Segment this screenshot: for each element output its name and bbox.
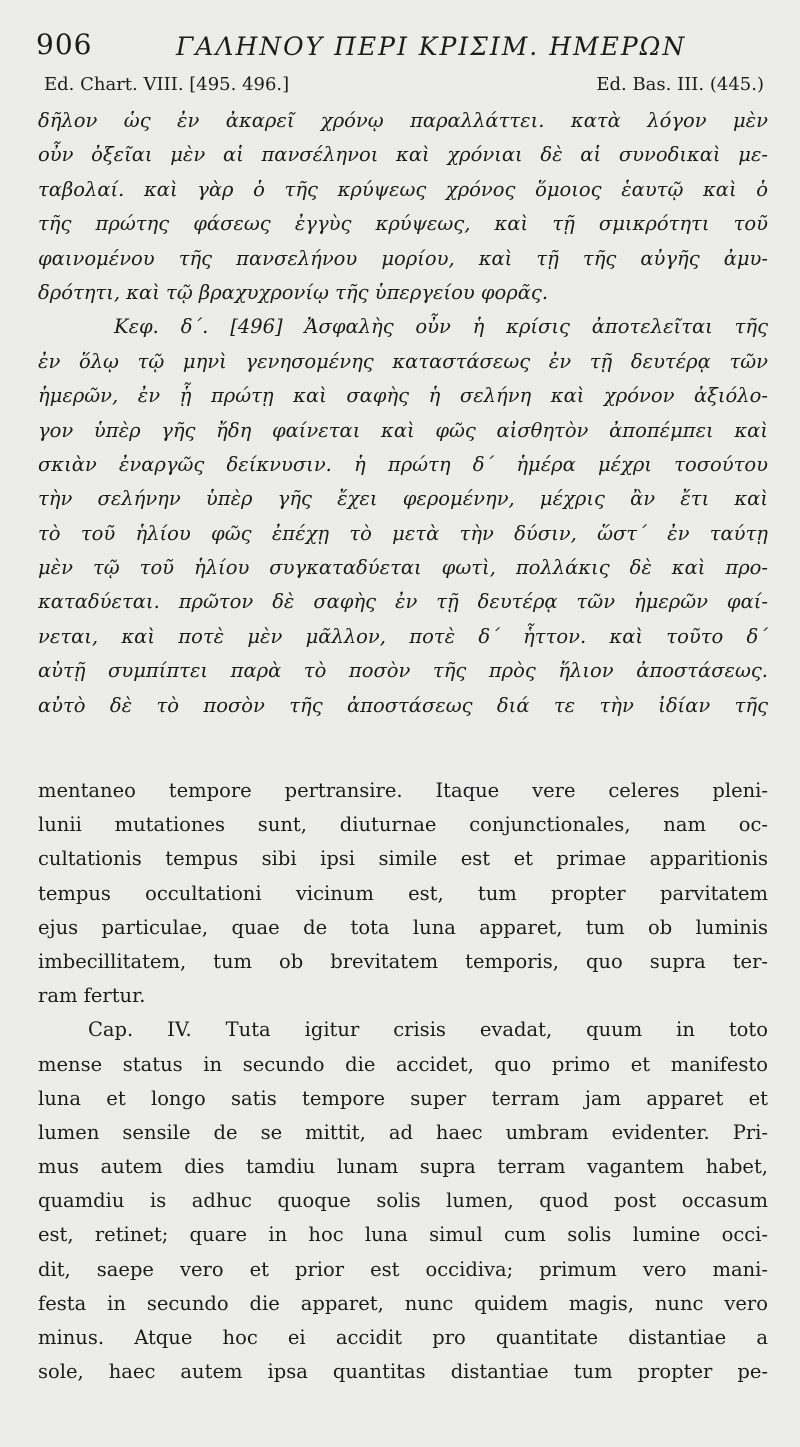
edition-reference-basel: Ed. Bas. III. (445.): [596, 74, 764, 95]
running-title: ΓΑΛΗΝΟΥ ΠΕΡΙ ΚΡΙΣΙΜ. ΗΜΕΡΩΝ: [176, 32, 687, 61]
latin-line: cultationis tempus sibi ipsi simile est et primae apparitionis: [38, 847, 768, 871]
latin-line: ram fertur.: [38, 984, 146, 1008]
latin-chapter-heading-line: Cap. IV. Tuta igitur crisis evadat, quum in toto: [88, 1018, 768, 1042]
latin-line: lumen sensile de se mittit, ad haec umbram evidenter. Pri-: [38, 1120, 768, 1144]
page-header: [36, 24, 760, 64]
greek-line: ἐν ὅλῳ τῷ μηνὶ γενησομένης καταστάσεως ἐν τῇ δευτέρᾳ τῶν: [38, 349, 768, 373]
latin-line: mus autem dies tamdiu lunam supra terram vagantem habet,: [38, 1155, 768, 1179]
greek-line: φαινομένου τῆς πανσελήνου μορίου, καὶ τῇ τῆς αὐγῆς ἀμυ-: [38, 246, 768, 270]
greek-line: οὖν ὀξεῖαι μὲν αἱ πανσέληνοι καὶ χρόνιαι δὲ αἱ συνοδικαὶ με-: [38, 143, 768, 167]
latin-translation-block: [38, 774, 768, 1389]
greek-line: τῆς πρώτης φάσεως ἐγγὺς κρύψεως, καὶ τῇ σμικρότητι τοῦ: [38, 212, 768, 236]
greek-line: τὸ τοῦ ἡλίου φῶς ἐπέχῃ τὸ μετὰ τὴν δύσιν, ὥστ΄ ἐν ταύτῃ: [38, 521, 768, 545]
greek-line: μὲν τῷ τοῦ ἡλίου συγκαταδύεται φωτὶ, πολλάκις δὲ καὶ προ-: [38, 556, 768, 580]
latin-line: mense status in secundo die accidet, quo primo et manifesto: [38, 1052, 768, 1076]
greek-line: δρότητι, καὶ τῷ βραχυχρονίῳ τῆς ὑπεργείου φορᾶς.: [38, 280, 549, 304]
greek-line: καταδύεται. πρῶτον δὲ σαφὴς ἐν τῇ δευτέρᾳ τῶν ἡμερῶν φαί-: [38, 590, 768, 614]
latin-line: minus. Atque hoc ei accidit pro quantitate distantiae a: [38, 1326, 768, 1349]
edition-reference-line: [40, 74, 764, 100]
greek-text-block: [38, 104, 768, 723]
greek-line: τὴν σελήνην ὑπὲρ γῆς ἔχει φερομένην, μέχρις ἂν ἔτι καὶ: [38, 487, 768, 511]
latin-line: quamdiu is adhuc quoque solis lumen, quod post occasum: [38, 1189, 768, 1213]
latin-line: tempus occultationi vicinum est, tum propter parvitatem: [38, 881, 768, 905]
latin-line: ejus particulae, quae de tota luna apparet, tum ob luminis: [38, 915, 768, 939]
latin-line: lunii mutationes sunt, diuturnae conjunctionales, nam oc-: [38, 813, 768, 837]
latin-line: sole, haec autem ipsa quantitas distantiae tum propter pe-: [38, 1360, 768, 1384]
edition-reference-chart: Ed. Chart. VIII. [495. 496.]: [44, 74, 290, 95]
latin-line: est, retinet; quare in hoc luna simul cum solis lumine occi-: [38, 1223, 768, 1247]
greek-line: ἡμερῶν, ἐν ᾗ πρώτῃ καὶ σαφὴς ἡ σελήνη καὶ χρόνον ἀξιόλο-: [38, 384, 768, 408]
page-number: 906: [36, 28, 93, 61]
latin-line: luna et longo satis tempore super terram jam apparet et: [38, 1086, 768, 1110]
latin-line: festa in secundo die apparet, nunc quidem magis, nunc vero: [38, 1291, 768, 1315]
latin-line: imbecillitatem, tum ob brevitatem temporis, quo supra ter-: [38, 949, 768, 973]
greek-line: ταβολαί. καὶ γὰρ ὁ τῆς κρύψεως χρόνος ὅμοιος ἑαυτῷ καὶ ὁ: [38, 177, 768, 201]
latin-line: dit, saepe vero et prior est occidiva; primum vero mani-: [38, 1257, 768, 1281]
greek-chapter-heading-line: Κεφ. δ΄. [496] Ἀσφαλὴς οὖν ἡ κρίσις ἀποτελεῖται τῆς: [114, 315, 768, 339]
greek-line: γον ὑπὲρ γῆς ἤδη φαίνεται καὶ φῶς αἰσθητὸν ἀποπέμπει καὶ: [38, 418, 768, 442]
greek-line: σκιὰν ἐναργῶς δείκνυσιν. ἡ πρώτη δ΄ ἡμέρα μέχρι τοσούτου: [38, 452, 768, 476]
greek-line: δῆλον ὡς ἐν ἀκαρεῖ χρόνῳ παραλλάττει. κατὰ λόγον μὲν: [38, 109, 768, 132]
greek-line: νεται, καὶ ποτὲ μὲν μᾶλλον, ποτὲ δ΄ ἧττον. καὶ τοῦτο δ΄: [38, 624, 768, 648]
greek-line: αὐτῇ συμπίπτει παρὰ τὸ ποσὸν τῆς πρὸς ἥλιον ἀποστάσεως.: [38, 659, 768, 683]
greek-line: αὐτὸ δὲ τὸ ποσὸν τῆς ἀποστάσεως διά τε τὴν ἰδίαν τῆς: [38, 693, 768, 717]
latin-line: mentaneo tempore pertransire. Itaque vere celeres pleni-: [38, 779, 768, 802]
